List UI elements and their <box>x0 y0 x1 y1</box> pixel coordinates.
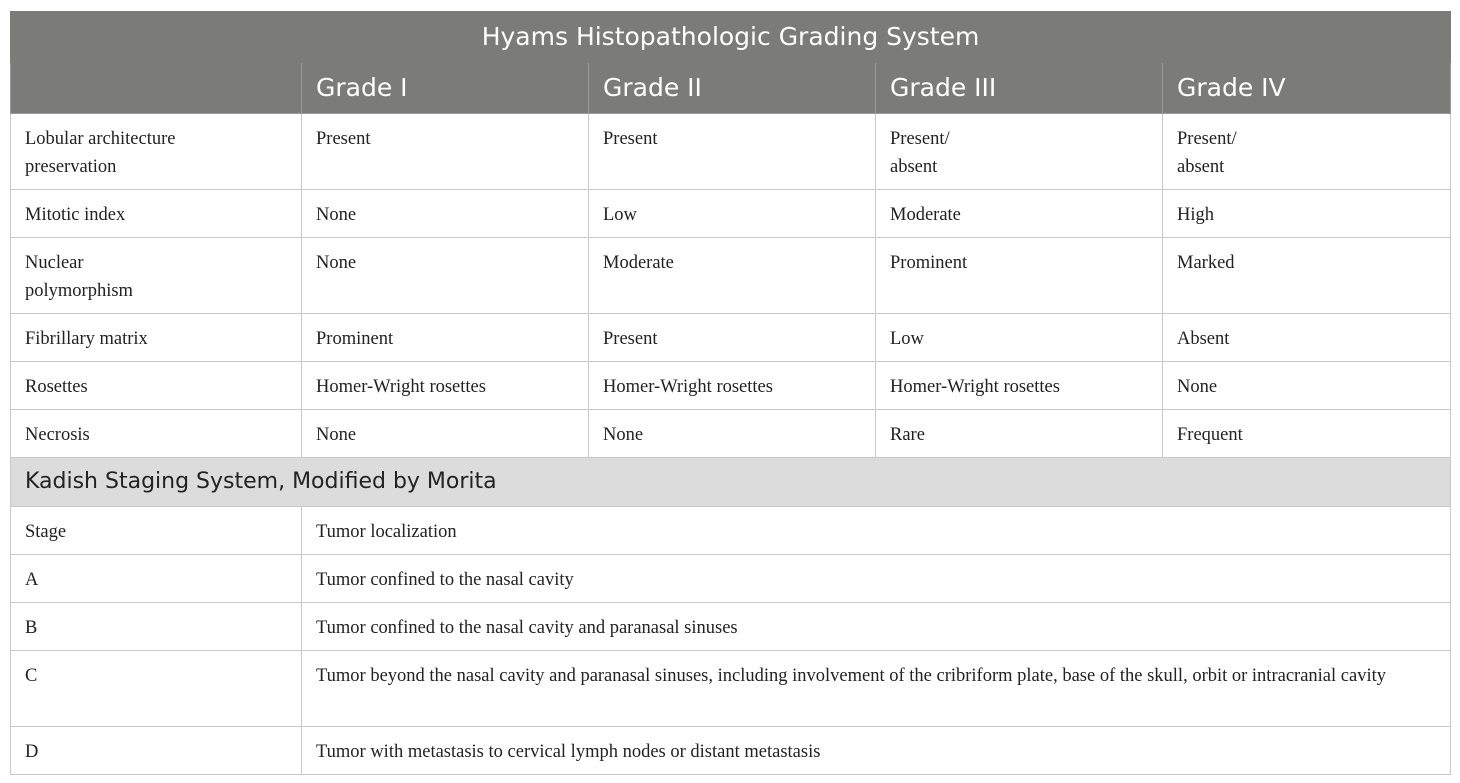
table-cell: Marked <box>1163 238 1451 314</box>
row-label: Rosettes <box>11 362 302 410</box>
grading-row <box>11 410 1451 458</box>
row-label <box>11 114 302 190</box>
staging-row <box>11 651 1451 727</box>
stage-label: B <box>11 603 302 651</box>
row-label: Mitotic index <box>11 190 302 238</box>
table-cell: Homer-Wright rosettes <box>589 362 876 410</box>
table-cell: None <box>589 410 876 458</box>
grading-row <box>11 314 1451 362</box>
table-cell: Prominent <box>302 314 589 362</box>
table-cell: None <box>302 238 589 314</box>
stage-label: A <box>11 555 302 603</box>
stage-header: Stage <box>11 507 302 555</box>
table-cell: None <box>1163 362 1451 410</box>
table-cell: Homer-Wright rosettes <box>302 362 589 410</box>
table-cell: Low <box>589 190 876 238</box>
row-label: Fibrillary matrix <box>11 314 302 362</box>
table-cell: Moderate <box>589 238 876 314</box>
cell-text: Present/ absent <box>1177 129 1237 177</box>
grading-row <box>11 190 1451 238</box>
grade-header: Grade II <box>589 63 876 114</box>
table-cell: Absent <box>1163 314 1451 362</box>
staging-row <box>11 603 1451 651</box>
table-cell: Rare <box>876 410 1163 458</box>
grading-row <box>11 362 1451 410</box>
cell-text: Present/ absent <box>890 129 950 177</box>
staging-row <box>11 727 1451 775</box>
table-cell: Present <box>589 314 876 362</box>
table-cell <box>876 114 1163 190</box>
staging-title-row <box>11 458 1451 507</box>
grading-title-row <box>11 12 1451 63</box>
grading-row <box>11 114 1451 190</box>
row-label: Necrosis <box>11 410 302 458</box>
stage-label: D <box>11 727 302 775</box>
localization-header: Tumor localization <box>302 507 1451 555</box>
stage-label: C <box>11 651 302 727</box>
table-cell: Present <box>302 114 589 190</box>
table-cell: High <box>1163 190 1451 238</box>
grade-header-row <box>11 63 1451 114</box>
row-label-text: Lobular architecture preservation <box>25 129 176 177</box>
stage-description: Tumor confined to the nasal cavity <box>302 555 1451 603</box>
grade-header-blank <box>11 63 302 114</box>
table-cell: Present <box>589 114 876 190</box>
stage-description: Tumor confined to the nasal cavity and paranasal sinuses <box>302 603 1451 651</box>
grading-title: Hyams Histopathologic Grading System <box>11 12 1451 63</box>
grading-row <box>11 238 1451 314</box>
grade-header: Grade III <box>876 63 1163 114</box>
row-label <box>11 238 302 314</box>
table-cell: Homer-Wright rosettes <box>876 362 1163 410</box>
table-cell: None <box>302 190 589 238</box>
classification-table <box>10 11 1451 775</box>
table-cell: Prominent <box>876 238 1163 314</box>
grade-header: Grade I <box>302 63 589 114</box>
grade-header: Grade IV <box>1163 63 1451 114</box>
stage-description: Tumor with metastasis to cervical lymph nodes or distant metastasis <box>302 727 1451 775</box>
table-cell: None <box>302 410 589 458</box>
row-label-text: Nuclear polymorphism <box>25 253 133 301</box>
staging-title: Kadish Staging System, Modified by Morita <box>11 458 1451 507</box>
stage-description: Tumor beyond the nasal cavity and paranasal sinuses, including involvement of the cribriform plate, base of the skull, orbit or intracranial cavity <box>302 651 1451 727</box>
table-cell: Moderate <box>876 190 1163 238</box>
staging-header-row <box>11 507 1451 555</box>
table-cell: Low <box>876 314 1163 362</box>
table-cell <box>1163 114 1451 190</box>
staging-row <box>11 555 1451 603</box>
table-cell: Frequent <box>1163 410 1451 458</box>
